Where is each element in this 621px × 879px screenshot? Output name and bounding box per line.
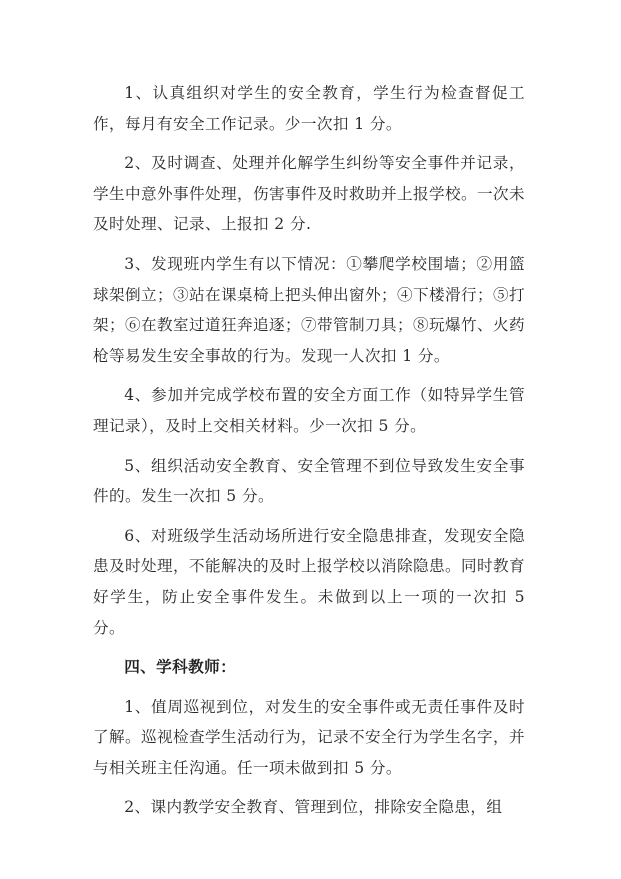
paragraph-4: 4、参加并完成学校布置的安全方面工作（如特异学生管理记录），及时上交相关材料。少一次扣 5 分。: [93, 386, 525, 435]
paragraph-6: 6、对班级学生活动场所进行安全隐患排查，发现安全隐患及时处理，不能解决的及时上报学校以消除隐患。同时教育好学生，防止安全事件发生。未做到以上一项的一次扣 5 分。: [93, 526, 525, 637]
paragraph-1: 1、认真组织对学生的安全教育，学生行为检查督促工作，每月有安全工作记录。少一次扣 1 分。: [93, 84, 525, 133]
paragraph-5: 5、组织活动安全教育、安全管理不到位导致发生安全事件的。发生一次扣 5 分。: [93, 456, 525, 506]
teacher-paragraph-1: 1、值周巡视到位，对发生的安全事件或无责任事件及时了解。巡视检查学生活动行为，记录不安全行为学生名字，并与相关班主任沟通。任一项未做到扣 5 分。: [93, 697, 525, 777]
document-body: [93, 78, 525, 832]
teacher-paragraph-2: 2、课内教学安全教育、管理到位，排除安全隐患，组: [124, 798, 503, 817]
section-heading: 四、学科教师：: [124, 658, 237, 677]
paragraph-3: 3、发现班内学生有以下情况：①攀爬学校围墙；②用篮球架倒立；③站在课桌椅上把头伸出窗外；④下楼滑行；⑤打架；⑥在教室过道狂奔追逐；⑦带管制刀具；⑧玩爆竹、火药枪等易发生安全事故的行为。发现一人次扣 1 分。: [93, 254, 525, 365]
paragraph-2: 2、及时调查、处理并化解学生纠纷等安全事件并记录，学生中意外事件处理，伤害事件及时救助并上报学校。一次未及时处理、记录、上报扣 2 分.: [93, 154, 525, 234]
